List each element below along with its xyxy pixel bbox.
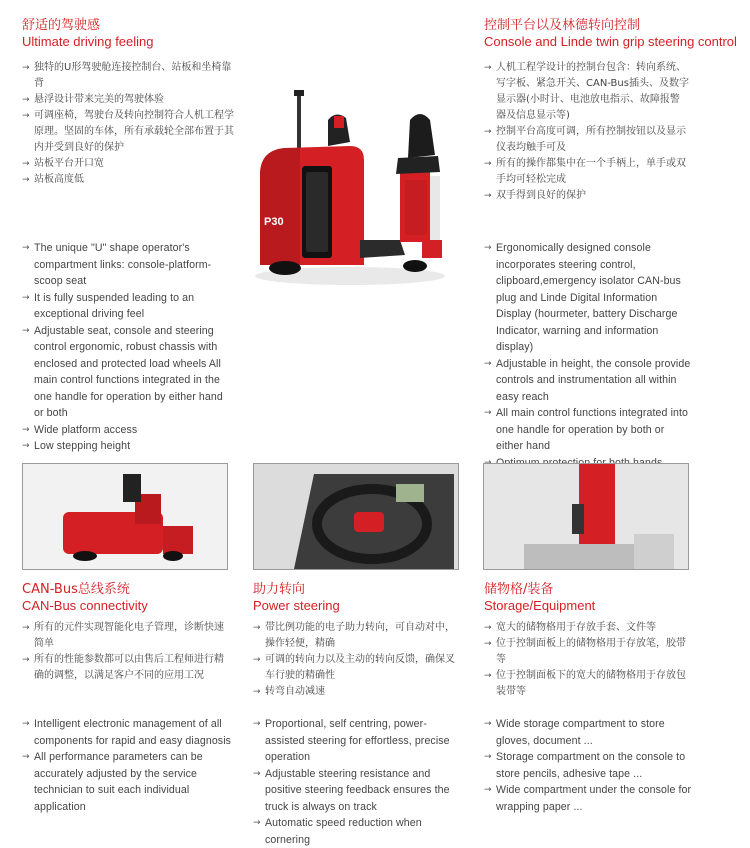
list-item: → Adjustable in height, the console provide controls and instrumentation all within easy reach	[484, 357, 691, 403]
list-item: → 所有的元件实现智能化电子管理，诊断快速简单	[22, 622, 224, 649]
list-item: → 可调座椅，驾驶台及转向控制符合人机工程学原理。坚固的车体，所有承载轮全部布置于其内并受到良好的保护	[22, 110, 234, 153]
list-item: → Adjustable seat, console and steering control ergonomic, robust chassis with enclosed and protected load wheels All main control functions integrated in the one handle for operation by either hand or both	[22, 324, 223, 419]
arrow-icon: →	[484, 408, 492, 418]
arrow-icon: →	[22, 424, 30, 435]
arrow-icon: →	[484, 671, 492, 681]
list-item: → 悬浮设计带来完美的驾驶体验	[22, 92, 237, 108]
arrow-icon: →	[484, 191, 492, 201]
list-item: → 宽大的储物格用于存放手套、文件等	[484, 620, 694, 636]
arrow-icon: →	[22, 159, 30, 169]
arrow-icon: →	[22, 655, 30, 665]
arrow-icon: →	[484, 127, 492, 137]
bullet-list-en	[484, 240, 694, 471]
bullet-list-en	[22, 240, 232, 455]
arrow-icon: →	[253, 768, 261, 779]
arrow-icon: →	[484, 719, 492, 729]
model-label: P30	[264, 216, 284, 228]
section-driving	[22, 18, 237, 188]
list-item: → The unique "U" shape operator's compartment links: console-platform-scoop seat	[22, 242, 212, 287]
section-title-cn: 助力转向	[253, 582, 306, 597]
arrow-icon: →	[484, 623, 492, 633]
list-item: → Automatic speed reduction when cornering	[253, 817, 422, 846]
list-item: → Wide compartment under the console for wrapping paper ...	[484, 784, 692, 813]
list-item: → 双手得到良好的保护	[484, 188, 689, 204]
list-item: → 可调的转向力以及主动的转向反馈，确保叉车行驶的精确性	[253, 654, 455, 681]
steering-wheel-icon	[254, 464, 458, 569]
list-item: → 转弯自动减速	[253, 684, 463, 700]
truck-side-icon	[23, 464, 227, 569]
section-console	[484, 18, 737, 204]
section-title-en: Storage/Equipment	[484, 598, 596, 613]
arrow-icon: →	[22, 325, 30, 336]
bullet-list-en	[484, 716, 694, 815]
arrow-icon: →	[484, 639, 492, 649]
arrow-icon: →	[253, 687, 261, 697]
bullet-list-cn	[253, 620, 463, 700]
arrow-icon: →	[22, 719, 30, 729]
list-item: → Adjustable steering resistance and positive steering feedback ensures the truck is always on track	[253, 767, 450, 813]
section-title-cn: 储物格/装备	[484, 582, 554, 597]
section-canbus-en	[22, 716, 232, 815]
arrow-icon: →	[253, 623, 261, 633]
steering-image	[253, 463, 459, 570]
list-item: → It is fully suspended leading to an exceptional driving feel	[22, 291, 195, 320]
arrow-icon: →	[22, 441, 30, 451]
arrow-icon: →	[484, 358, 492, 369]
arrow-icon: →	[22, 752, 30, 762]
arrow-icon: →	[22, 243, 30, 253]
arrow-icon: →	[484, 159, 492, 169]
arrow-icon: →	[253, 818, 261, 828]
bullet-list-en	[253, 716, 463, 848]
bullet-list-cn	[22, 620, 232, 684]
list-item: → Low stepping height	[22, 438, 232, 455]
list-item: → 所有的性能参数都可以由售后工程师进行精确的调整，以满足客户不同的应用工况	[22, 654, 224, 681]
list-item: → 站板高度低	[22, 172, 237, 188]
list-item: → All performance parameters can be accurately adjusted by the service technician to suit each individual application	[22, 751, 203, 813]
arrow-icon: →	[22, 175, 30, 185]
section-storage-en	[484, 716, 694, 815]
arrow-icon: →	[253, 655, 261, 665]
arrow-icon: →	[22, 63, 30, 73]
arrow-icon: →	[22, 111, 30, 121]
section-storage	[484, 582, 694, 700]
canbus-image	[22, 463, 228, 570]
list-item: → Ergonomically designed console incorporates steering control, clipboard,emergency isolator CAN-bus plug and Linde Digital Information Display (hourmeter, battery Discharge Indicator, warning and information display)	[484, 242, 681, 353]
list-item: → 控制平台高度可调，所有控制按钮以及显示仪表均触手可及	[484, 126, 686, 153]
section-driving-en	[22, 240, 232, 455]
section-title-en: CAN-Bus connectivity	[22, 598, 148, 613]
section-steering	[253, 582, 463, 700]
list-item: → 所有的操作都集中在一个手柄上，单手或双手均可轻松完成	[484, 158, 686, 185]
list-item: → Wide platform access	[22, 422, 232, 439]
arrow-icon: →	[253, 719, 261, 729]
section-title-cn: 控制平台以及林德转向控制	[484, 18, 641, 33]
list-item: → 独特的U形驾驶舱连接控制台、站板和坐椅靠背	[22, 62, 232, 89]
bullet-list-cn	[484, 60, 689, 204]
list-item: → 位于控制面板上的储物格用于存放笔，胶带等	[484, 638, 686, 665]
section-title-cn: 舒适的驾驶感	[22, 18, 101, 33]
section-canbus	[22, 582, 232, 684]
bullet-list-en	[22, 716, 232, 815]
arrow-icon: →	[484, 243, 492, 253]
list-item: → 带比例功能的电子助力转向，可自动对中，操作轻便，精确	[253, 622, 455, 649]
bullet-list-cn	[484, 620, 694, 700]
section-console-en	[484, 240, 694, 471]
arrow-icon: →	[484, 785, 492, 795]
list-item: → Intelligent electronic management of all components for rapid and easy diagnosis	[22, 718, 232, 747]
arrow-icon: →	[484, 63, 492, 73]
arrow-icon: →	[22, 292, 30, 303]
section-title-en: Power steering	[253, 598, 340, 613]
section-steering-en	[253, 716, 463, 848]
section-title-en: Ultimate driving feeling	[22, 34, 154, 49]
list-item: → Proportional, self centring, power-assisted steering for effortless, precise operation	[253, 718, 450, 763]
arrow-icon: →	[484, 752, 492, 762]
console-storage-icon	[484, 464, 688, 569]
section-title-en: Console and Linde twin grip steering control	[484, 34, 737, 49]
truck-image	[240, 80, 455, 295]
list-item: → 人机工程学设计的控制台包含：转向系统、写字板、紧急开关、CAN-Bus插头、及数字显示器(小时计、电池放电指示、故障报警器及信息显示等)	[484, 62, 689, 121]
list-item: → Wide storage compartment to store gloves, document ...	[484, 718, 665, 747]
bullet-list-cn	[22, 60, 237, 188]
arrow-icon: →	[22, 95, 30, 105]
list-item: → 站板平台开口宽	[22, 156, 237, 172]
list-item: → All main control functions integrated into one handle for operation by both or either hand	[484, 407, 689, 452]
list-item: → Storage compartment on the console to store pencils, adhesive tape ...	[484, 751, 686, 780]
list-item: → 位于控制面板下的宽大的储物格用于存放包装带等	[484, 670, 686, 697]
storage-image	[483, 463, 689, 570]
section-title-cn: CAN-Bus总线系统	[22, 582, 130, 597]
arrow-icon: →	[22, 623, 30, 633]
